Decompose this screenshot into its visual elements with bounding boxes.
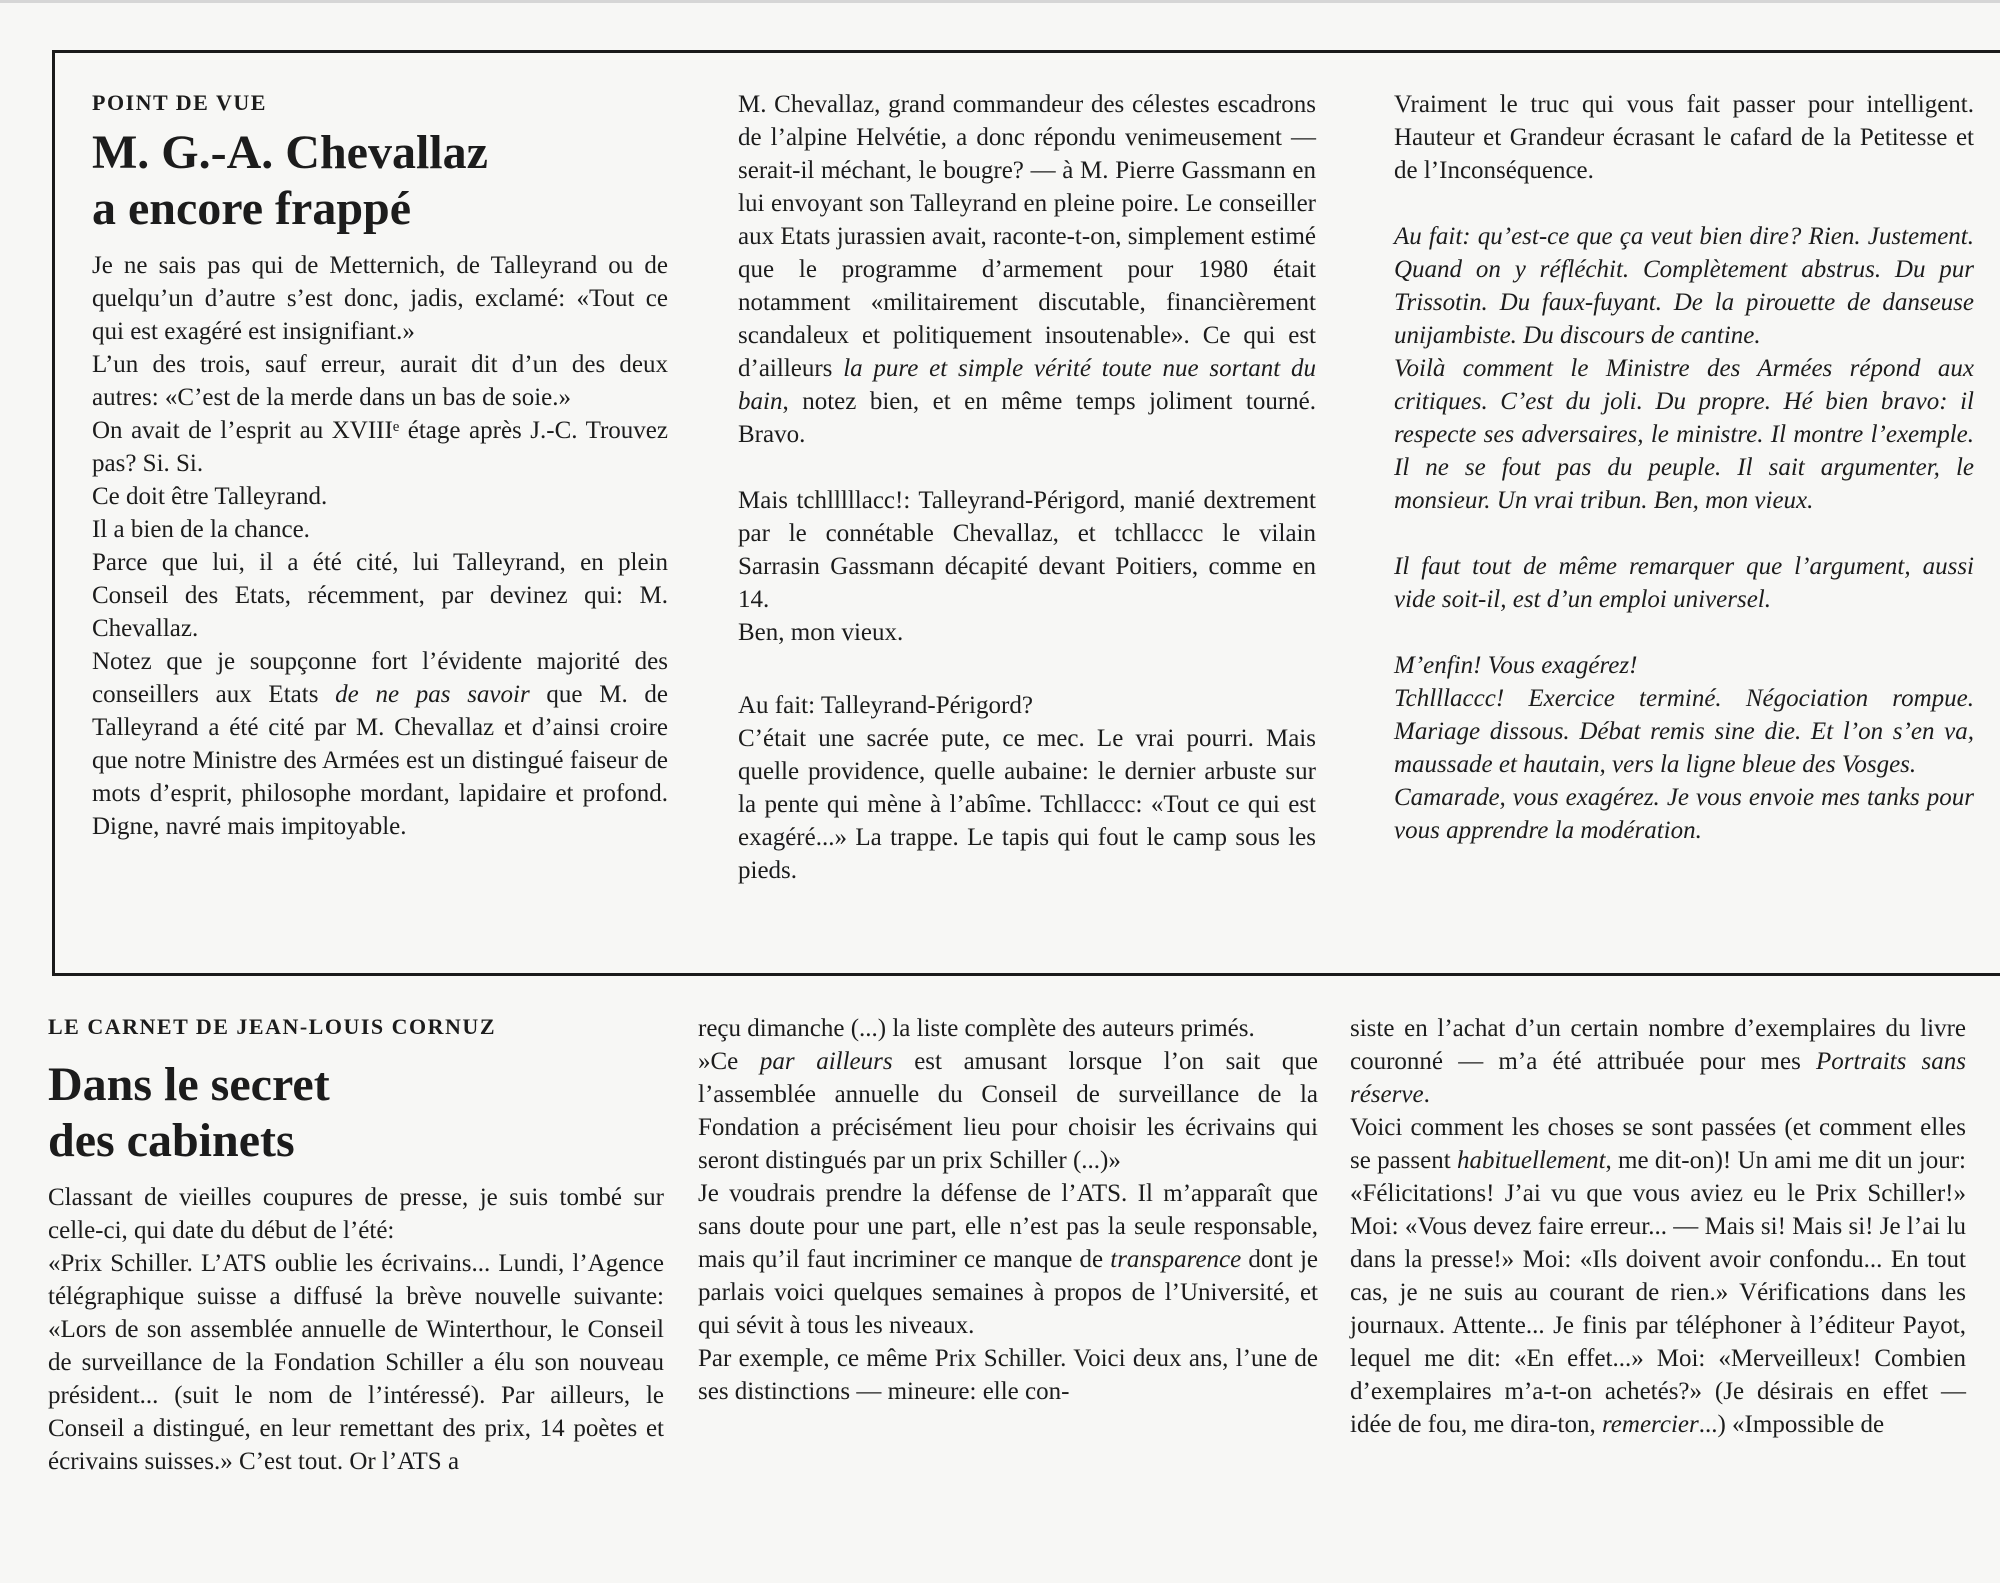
article2-kicker: LE CARNET DE JEAN-LOUIS CORNUZ — [48, 1014, 496, 1039]
paragraph: L’un des trois, sauf erreur, aurait dit d’un des deux autres: «C’est de la merde dans un bas de soie.» — [92, 351, 668, 411]
paragraph: Mais tchlllllacc!: Talleyrand-Périgord, manié dextrement par le connétable Chevallaz, et tchllaccc le vilain Sarrasin Gassmann décapité devant Poitiers, comme en 14. — [738, 487, 1316, 613]
paragraph: Parce que lui, il a été cité, lui Talleyrand, en plein Conseil des Etats, récemment, par devinez qui: M. Chevallaz. — [92, 549, 668, 642]
paragraph: «Prix Schiller. L’ATS oublie les écrivains... Lundi, l’Agence télégraphique suisse a diffusé la brève nouvelle suivante: «Lors de son assemblée annuelle de Winterthour, le Conseil de surveillance de la Fondation Schiller a élu son nouveau président... (suit le nom de l’intéressé). Par ailleurs, le Conseil a distingué, en leur remettant des prix, 14 poètes et écrivains suisses.» C’est tout. Or l’ATS a — [48, 1250, 664, 1475]
article1-headline — [92, 125, 668, 237]
paragraph: Il faut tout de même remarquer que l’argument, aussi vide soit-il, est d’un emploi universel. — [1394, 553, 1974, 613]
paragraph: On avait de l’esprit au XVIIIᵉ étage après J.-C. Trouvez pas? Si. Si. — [92, 417, 668, 477]
article2-headline-line2: des cabinets — [48, 1114, 295, 1167]
article1-column-3 — [1394, 88, 1974, 847]
paragraph: Notez que je soupçonne fort l’évidente majorité des conseillers aux Etats de ne pas savoir que M. de Talleyrand a été cité par M. Chevallaz et d’ainsi croire que notre Ministre des Armées est un distingué faiseur de mots d’esprit, philosophe mordant, lapidaire et profond. Digne, navré mais impitoyable. — [92, 648, 669, 840]
article1-column-1 — [92, 86, 668, 843]
paragraph: Vraiment le truc qui vous fait passer pour intelligent. Hauteur et Grandeur écrasant le cafard de la Petitesse et de l’Inconséquence. — [1394, 91, 1974, 184]
article2-headline — [48, 1057, 664, 1169]
paragraph: Voici comment les choses se sont passées (et comment elles se passent habituellement, me dit-on)! Un ami me dit un jour: «Félicitations! J’ai vu que vous aviez eu le Prix Schiller!» Moi: «Vous devez faire erreur... — Mais si! Mais si! Je l’ai lu dans la presse!» Moi: «Ils doivent avoir confondu... En tout cas, je ne suis au courant de rien.» Vérifications dans les journaux. Attente... Je finis par téléphoner à l’éditeur Payot, lequel me dit: «En effet...» Moi: «Merveilleux! Combien d’exemplaires m’a-t-on achetés?» (Je désirais en effet — idée de fou, me dira-ton, remercier...) «Impossible de — [1350, 1114, 1966, 1438]
paragraph: Il a bien de la chance. — [92, 516, 310, 543]
paragraph: »Ce par ailleurs est amusant lorsque l’on sait que l’assemblée annuelle du Conseil de surveillance de la Fondation a précisément lieu pour choisir les écrivains qui seront distingués par un prix Schiller (...)» — [698, 1048, 1318, 1174]
paragraph: Au fait: Talleyrand-Périgord? — [738, 692, 1033, 719]
article2-column-3 — [1350, 1012, 1966, 1441]
article1-headline-line2: a encore frappé — [92, 182, 412, 235]
article1-kicker: POINT DE VUE — [92, 90, 267, 115]
paragraph: C’était une sacrée pute, ce mec. Le vrai pourri. Mais quelle providence, quelle aubaine: le dernier arbuste sur la pente qui mène à l’abîme. Tchllaccc: «Tout ce qui est exagéré...» La trappe. Le tapis qui fout le camp sous les pieds. — [738, 725, 1316, 884]
paragraph: reçu dimanche (...) la liste complète des auteurs primés. — [698, 1015, 1255, 1042]
paragraph: siste en l’achat d’un certain nombre d’exemplaires du livre couronné — m’a été attribuée pour mes Portraits sans réserve. — [1350, 1015, 1966, 1108]
paragraph: M’enfin! Vous exagérez! — [1394, 652, 1638, 679]
paragraph: Je voudrais prendre la défense de l’ATS. Il m’apparaît que sans doute pour une part, elle n’est pas la seule responsable, mais qu’il faut incriminer ce manque de transparence dont je parlais voici quelques semaines à propos de l’Université, et qui sévit à tous les niveaux. — [698, 1180, 1318, 1339]
paragraph: Ce doit être Talleyrand. — [92, 483, 328, 510]
paragraph: Tchlllaccc! Exercice terminé. Négociation rompue. Mariage dissous. Débat remis sine die. Et l’on s’en va, maussade et hautain, vers la ligne bleue des Vosges. — [1394, 685, 1974, 778]
paragraph: Classant de vieilles coupures de presse, je suis tombé sur celle-ci, qui date du début de l’été: — [48, 1184, 664, 1244]
paragraph: Voilà comment le Ministre des Armées répond aux critiques. C’est du joli. Du propre. Hé bien bravo: il respecte ses adversaires, le ministre. Il montre l’exemple. Il ne se fout pas du peuple. Il sait argumenter, le monsieur. Un vrai tribun. Ben, mon vieux. — [1394, 355, 1974, 514]
article1-column-2 — [738, 88, 1316, 887]
paragraph: Je ne sais pas qui de Metternich, de Talleyrand ou de quelqu’un d’autre s’est donc, jadis, exclamé: «Tout ce qui est exagéré est insignifiant.» — [92, 252, 668, 345]
paragraph: Ben, mon vieux. — [738, 619, 904, 646]
article2-column-1 — [48, 1010, 664, 1478]
article2-column-2 — [698, 1012, 1318, 1408]
paragraph: Camarade, vous exagérez. Je vous envoie mes tanks pour vous apprendre la modération. — [1394, 784, 1974, 844]
paragraph: M. Chevallaz, grand commandeur des célestes escadrons de l’alpine Helvétie, a donc répondu venimeusement — serait-il méchant, le bougre? — à M. Pierre Gassmann en lui envoyant son Talleyrand en pleine poire. Le conseiller aux Etats jurassien avait, raconte-t-on, simplement estimé que le programme d’armement pour 1980 était notamment «militairement discutable, financièrement scandaleux et politiquement insoutenable». Ce qui est d’ailleurs la pure et simple vérité toute nue sortant du bain, notez bien, et en même temps joliment tourné. Bravo. — [738, 91, 1316, 448]
article1-headline-line1: M. G.-A. Chevallaz — [92, 126, 488, 179]
top-rule — [0, 0, 2000, 3]
paragraph: Par exemple, ce même Prix Schiller. Voici deux ans, l’une de ses distinctions — mineure: elle con- — [698, 1345, 1318, 1405]
paragraph: Au fait: qu’est-ce que ça veut bien dire? Rien. Justement. Quand on y réfléchit. Complètement abstrus. Du pur Trissotin. Du faux-fuyant. De la pirouette de danseuse unijambiste. Du discours de cantine. — [1394, 223, 1974, 349]
article2-headline-line1: Dans le secret — [48, 1058, 330, 1111]
